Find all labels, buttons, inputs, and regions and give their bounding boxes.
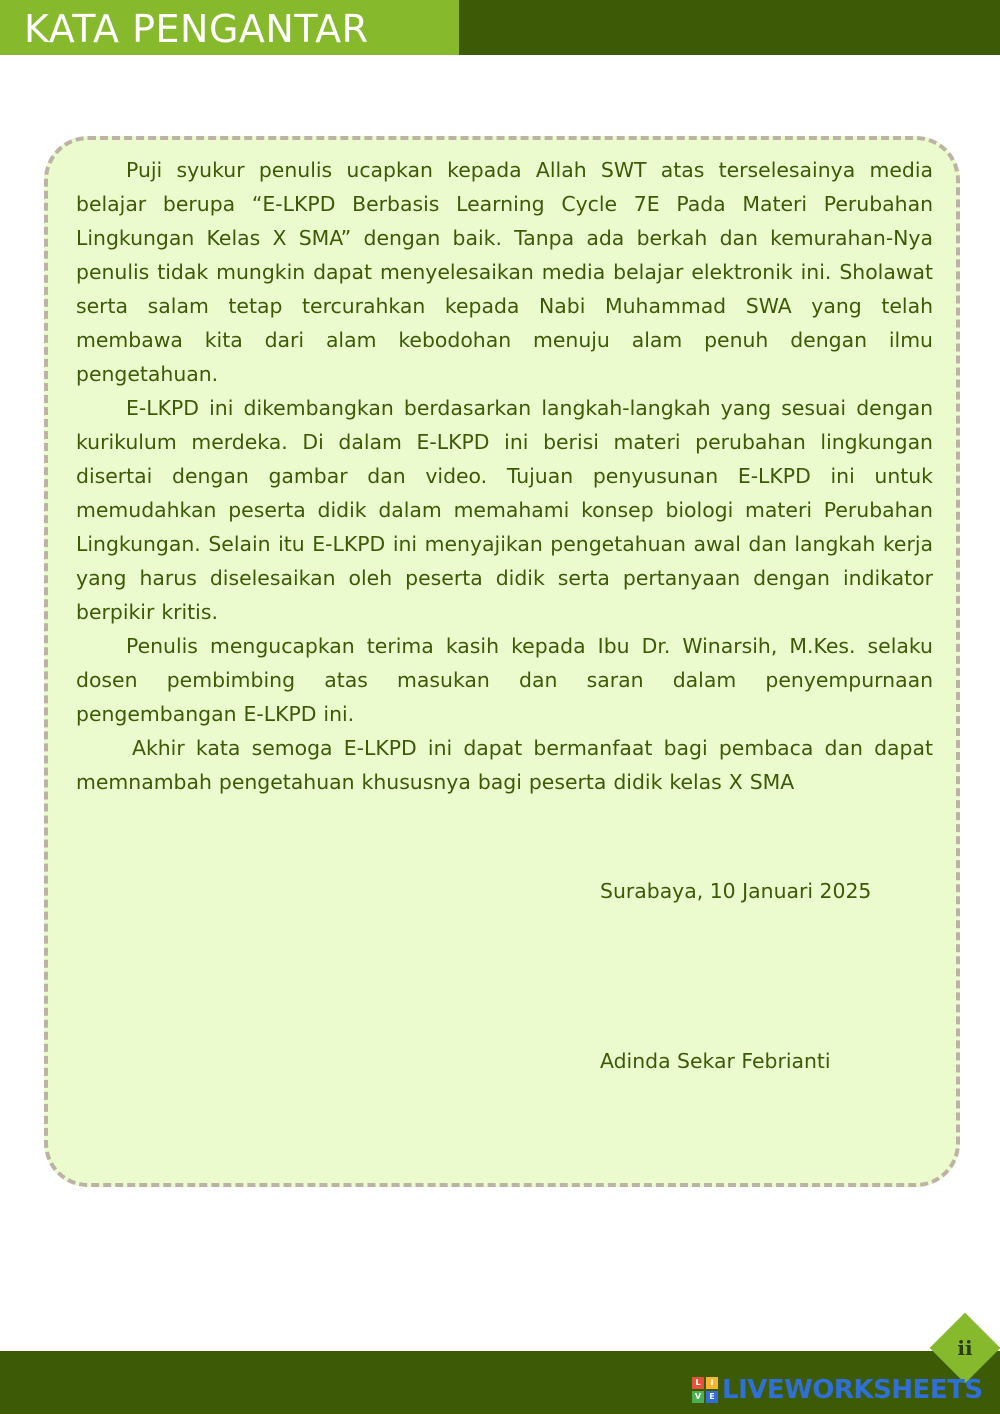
body-text: [76, 153, 933, 799]
logo-letter-i: I: [706, 1377, 718, 1389]
paragraph-3: Penulis mengucapkan terima kasih kepada Ibu Dr. Winarsih, M.Kes. selaku dosen pembimbing atas masukan dan saran dalam penyempurnaan pengembangan E-LKPD ini.: [76, 634, 933, 726]
paragraph-1: Puji syukur penulis ucapkan kepada Allah SWT atas terselesainya media belajar berupa “E-LKPD Berbasis Learning Cycle 7E Pada Materi Perubahan Lingkungan Kelas X SMA” dengan baik. Tanpa ada berkah dan kemurahan-Nya penulis tidak mungkin dapat menyelesaikan media belajar elektronik ini. Sholawat serta salam tetap tercurahkan kepada Nabi Muhammad SWA yang telah membawa kita dari alam kebodohan menuju alam penuh dengan ilmu pengetahuan.: [76, 158, 933, 386]
logo-letter-e: E: [706, 1391, 718, 1403]
page-title: KATA PENGANTAR: [24, 7, 369, 51]
paragraph-2: E-LKPD ini dikembangkan berdasarkan langkah-langkah yang sesuai dengan kurikulum merdeka. Di dalam E-LKPD ini berisi materi perubahan lingkungan disertai dengan gambar dan video. Tujuan penyusunan E-LKPD ini untuk memudahkan peserta didik dalam memahami konsep biologi materi Perubahan Lingkungan. Selain itu E-LKPD ini menyajikan pengetahuan awal dan langkah kerja yang harus diselesaikan oleh peserta didik serta pertanyaan dengan indikator berpikir kritis.: [76, 396, 933, 624]
page-number: ii: [957, 1336, 973, 1360]
paragraph-4: Akhir kata semoga E-LKPD ini dapat bermanfaat bagi pembaca dan dapat memnambah pengetahuan khususnya bagi peserta didik kelas X SMA: [76, 736, 933, 794]
signature-place-date: Surabaya, 10 Januari 2025: [600, 879, 872, 903]
signature-name: Adinda Sekar Febrianti: [600, 1049, 831, 1073]
logo-letter-v: V: [692, 1391, 704, 1403]
logo-letter-l: L: [692, 1377, 704, 1389]
header-title-box: [0, 0, 459, 55]
watermark-text: LIVEWORKSHEETS: [722, 1375, 983, 1405]
liveworksheets-logo-icon: [692, 1377, 718, 1403]
liveworksheets-watermark: [692, 1374, 983, 1406]
